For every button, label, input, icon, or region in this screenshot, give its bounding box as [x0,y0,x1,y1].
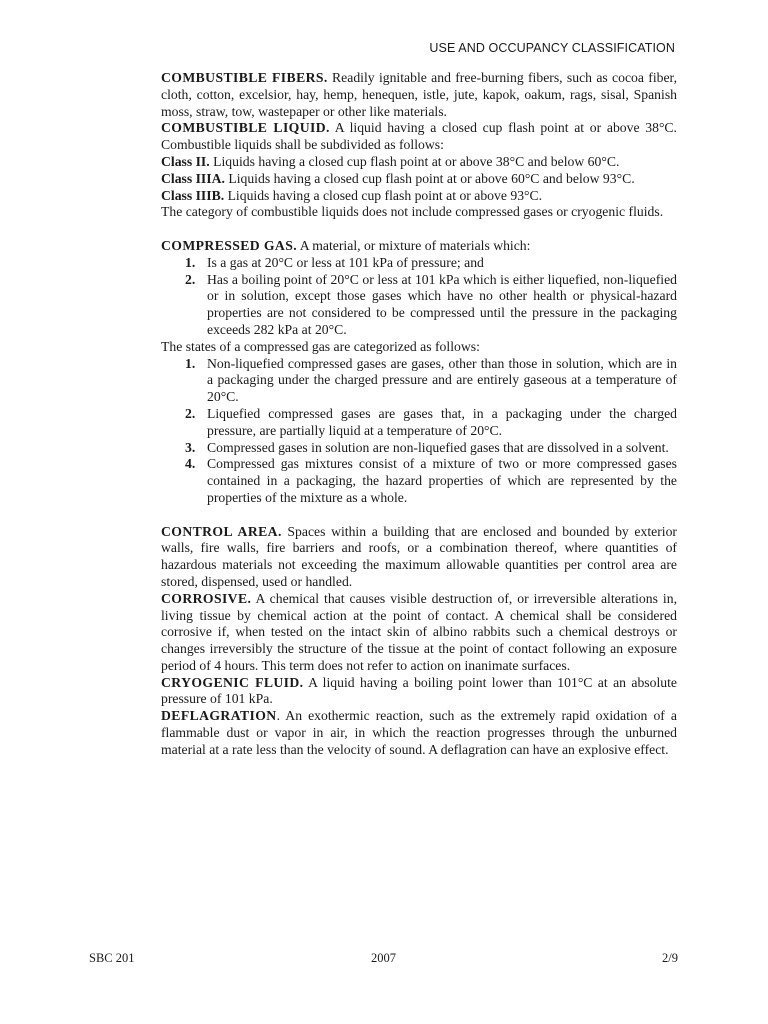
definition-deflagration [161,708,677,758]
list-item: 1. Is a gas at 20°C or less at 101 kPa of pressure; and [185,254,484,270]
definition-combustible-liquid [161,120,677,221]
definition-control-area [161,524,677,591]
term-name: DEFLAGRATION [161,708,277,724]
term-text: A liquid having a closed cup flash point at or above 38°C. Combustible liquids shall be subdivided as follows: [161,120,677,153]
list-item: 4. Compressed gas mixtures consist of a mixture of two or more compressed gases contained in a packaging, the hazard properties of which are represented by the properties of the mixture as a whole. [185,456,677,505]
list-item: 2. Liquefied compressed gases are gases that, in a packaging under the charged pressure, are partially liquid at a temperature of 20°C. [185,405,677,438]
list-item: 3. Compressed gases in solution are non-liquefied gases that are dissolved in a solvent. [185,439,669,455]
term-text: A material, or mixture of materials which: [297,237,531,253]
states-intro: The states of a compressed gas are categorized as follows: [161,338,480,354]
term-text: . An exothermic reaction, such as the extremely rapid oxidation of a flammable dust or vapor in air, in which the reaction progresses through the unburned material at a rate less than the velocity of sound. A deflagration can have an explosive effect. [161,708,677,757]
term-name: CONTROL AREA. [161,523,282,539]
list-item: 1. Non-liquefied compressed gases are gases, other than those in solution, which are in a packaging under the charged pressure and are entirely gaseous at a temperature of 20°C. [185,355,677,405]
term-name: COMBUSTIBLE FIBERS. [161,70,328,85]
definition-compressed-gas [161,238,677,507]
term-text: A chemical that causes visible destruction of, or irreversible alterations in, living tissue by chemical action at the point of contact. A chemical shall be considered corrosive if, when tested on the intact skin of albino rabbits such a chemical destroys or changes irreversibly the structure of the tissue at the point of contact following an exposure period of 4 hours. This term does not refer to action on inanimate surfaces. [161,590,677,673]
term-text: A liquid having a boiling point lower than 101°C at an absolute pressure of 101 kPa. [161,674,677,707]
term-name: CORROSIVE. [161,590,252,606]
term-name: COMBUSTIBLE LIQUID. [161,120,330,136]
term-name: COMPRESSED GAS. [161,237,298,253]
page-content [161,70,677,759]
footer-year: 2007 [371,951,396,965]
running-header: USE AND OCCUPANCY CLASSIFICATION [429,41,675,55]
class-iiib: Class IIIB. Liquids having a closed cup flash point at or above 93°C. [161,187,543,203]
term-name: CRYOGENIC FLUID. [161,674,304,690]
term-text: Readily ignitable and free-burning fibers, such as cocoa fiber, cloth, cotton, excelsior, hay, hemp, henequen, istle, jute, kapok, oakum, rags, sisal, Spanish moss, straw, tow, wastepaper or other like materials. [161,70,677,119]
definition-corrosive [161,591,677,675]
definition-combustible-fibers [161,70,677,120]
class-iiia: Class IIIA. Liquids having a closed cup flash point at or above 60°C and below 93°C. [161,170,635,186]
definition-cryogenic-fluid [161,675,677,709]
footer-code: SBC 201 [89,951,135,965]
class-ii: Class II. Liquids having a closed cup flash point at or above 38°C and below 60°C. [161,153,620,169]
class-note: The category of combustible liquids does not include compressed gases or cryogenic fluids. [161,204,664,220]
list-item: 2. Has a boiling point of 20°C or less at 101 kPa which is either liquefied, non-liquefied or in solution, except those gases which have no other health or physical-hazard properties are not considered to be compressed until the pressure in the packaging exceeds 282 kPa at 20°C. [185,271,677,337]
term-text: Spaces within a building that are enclosed and bounded by exterior walls, fire walls, fire barriers and roofs, or a combination thereof, where quantities of hazardous materials not exceeding the maximum allowable quantities per control area are stored, dispensed, used or handled. [161,523,677,589]
footer-page-number: 2/9 [662,951,678,965]
